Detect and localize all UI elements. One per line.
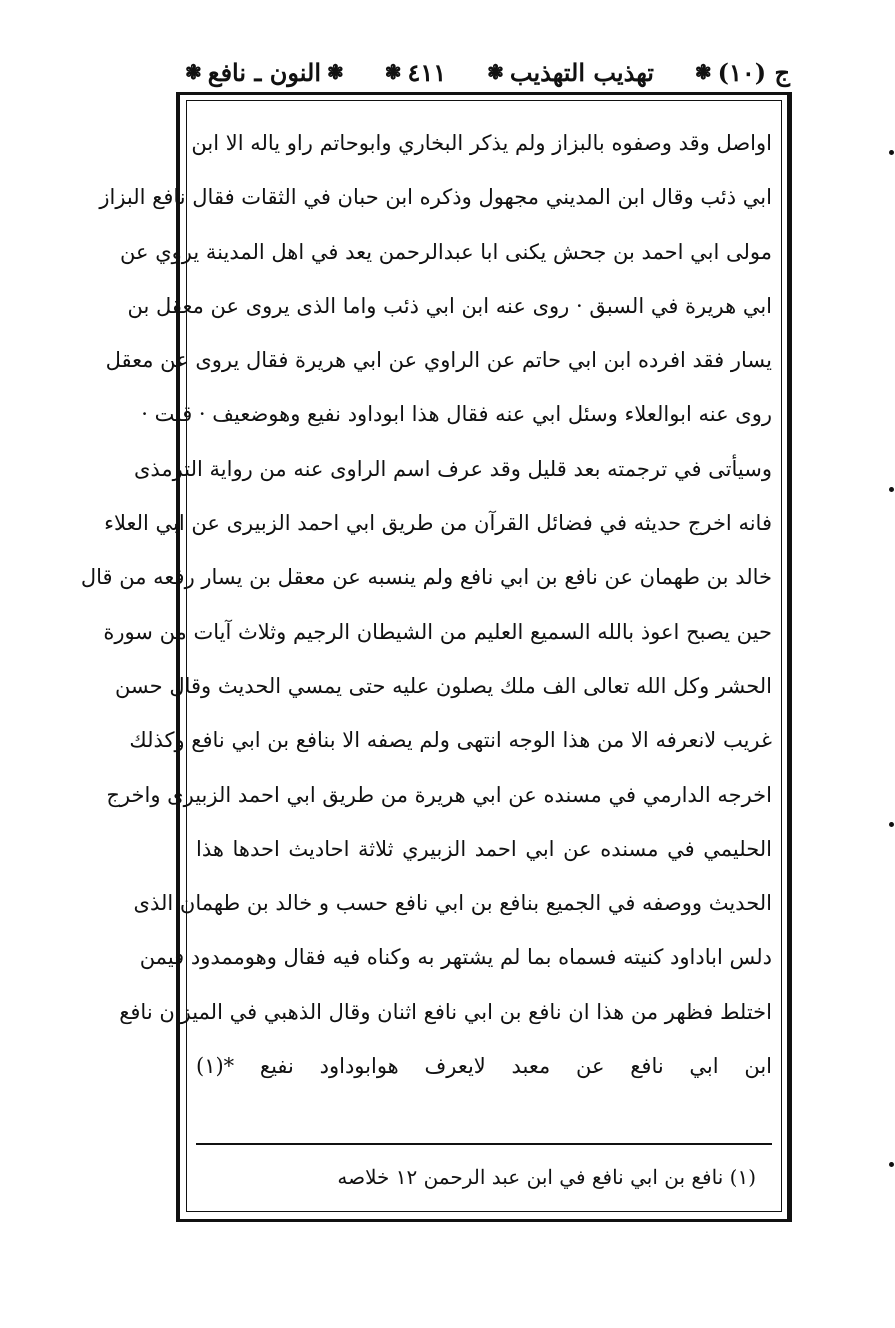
text-line: اخرجه الدارمي في مسنده عن ابي هريرة من طريق ابي احمد الزبيرى واخرج [106, 782, 772, 807]
text-line: الحديث ووصفه في الجميع بنافع بن ابي نافع حسب و خالد بن طهمان الذى [133, 891, 772, 916]
flower-ornament-icon: ❃ [384, 60, 402, 84]
text-line: مولى ابي احمد بن جحش يكنى ابا عبدالرحمن يعد في اهل المدينة يروي عن [120, 239, 772, 264]
book-title-marker [487, 58, 654, 87]
footnote: (١) نافع بن ابي نافع في ابن عبد الرحمن ١٢ خلاصه [337, 1165, 756, 1189]
volume-marker [695, 58, 790, 87]
flower-ornament-icon: ❃ [694, 60, 712, 84]
section-title-marker [185, 58, 344, 87]
text-line: خالد بن طهمان عن نافع بن ابي نافع ولم ينسبه عن معقل بن يسار رفعه من قال [80, 565, 772, 590]
text-line: يسار فقد افرده ابن ابي حاتم عن الراوي عن ابي هريرة فقال يروى عن معقل [105, 348, 772, 373]
section-title: النون ـ نافع [207, 57, 322, 87]
text-line: روى عنه ابوالعلاء وسئل ابي عنه فقال هذا ابوداود نفيع وهوضعيف · قلت · [141, 402, 772, 427]
text-line: الحشر وكل الله تعالى الف ملك يصلون عليه حتى يمسي الحديث وقال حسن [114, 673, 772, 698]
footnote-divider [196, 1143, 772, 1145]
flower-ornament-icon: ❃ [327, 60, 344, 84]
book-title: تهذيب التهذيب [509, 57, 654, 87]
margin-dot [889, 487, 894, 492]
volume-label: ج (١٠) [717, 57, 790, 87]
margin-dot [889, 150, 894, 155]
text-line: الحليمي في مسنده عن ابي احمد الزبيري ثلاثة احاديث احدها هذا [196, 836, 772, 861]
body-text [80, 116, 772, 1093]
text-line: ابن ابي نافع عن معبد لايعرف هوابوداود نفيع *(١) [196, 1054, 772, 1079]
text-line: حين يصبح اعوذ بالله السميع العليم من الشيطان الرجيم وثلاث آيات من سورة [103, 619, 772, 644]
page-number: ٤١١ [407, 57, 447, 87]
text-line: اختلط فظهر من هذا ان نافع بن ابي نافع اثنان وقال الذهبي في الميزان نافع [119, 999, 772, 1024]
page-number-marker [385, 58, 446, 87]
text-line: دلس اباداود كنيته فسماه بما لم يشتهر به وكناه فيه فقال وهوممدود فيمن [139, 945, 772, 970]
text-line: وسيأتى في ترجمته بعد قليل وقد عرف اسم الراوى عنه من رواية الترمذى [133, 456, 772, 481]
margin-dot [889, 1162, 894, 1167]
margin-dot [889, 822, 894, 827]
flower-ornament-icon: ❃ [185, 60, 202, 84]
text-line: ابي ذئب وقال ابن المديني مجهول وذكره ابن حبان في الثقات فقال نافع البزاز [99, 185, 772, 210]
text-line: غريب لانعرفه الا من هذا الوجه انتهى ولم يصفه الا بنافع بن ابي نافع وكذلك [129, 728, 772, 753]
text-line: اواصل وقد وصفوه بالبزاز ولم يذكر البخاري وابوحاتم راو ياله الا ابن [191, 131, 772, 155]
text-line: ابي هريرة في السبق · روى عنه ابن ابي ذئب واما الذى يروى عن معقل بن [127, 293, 772, 318]
text-line: فانه اخرج حديثه في فضائل القرآن من طريق ابي احمد الزبيرى عن ابي العلاء [104, 511, 772, 536]
flower-ornament-icon: ❃ [487, 60, 504, 84]
running-header [185, 52, 790, 92]
